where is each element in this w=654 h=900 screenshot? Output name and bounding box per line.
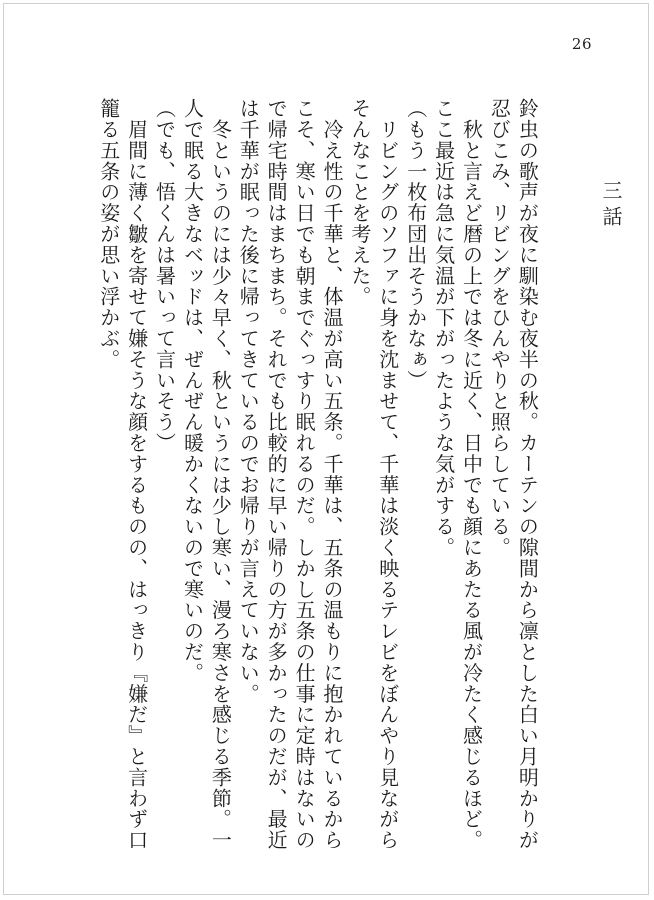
vertical-text-body bbox=[28, 98, 624, 858]
paragraph-2: 秋と言えど暦の上では冬に近く、日中でも顔にあたる風が冷たく感じるほど。ここ最近は急に気温が下がったような気がする。 bbox=[431, 98, 484, 851]
paragraph-7: （でも、悟くんは暑いって言いそう） bbox=[152, 98, 177, 454]
paragraph-4: リビングのソファに身を沈ませて、千華は淡く映るテレビをぼんやり見ながらそんなことを考えた。 bbox=[347, 98, 400, 851]
paragraph-5: 冷え性の千華と、体温が高い五条。千華は、五条の温もりに抱かれているからこそ、寒い日でも朝までぐっすり眠れるのだ。しかし五条の仕事に定時はないので帰宅時間はまちまち。それでも比較的に早い帰りの方が多かったのだが、最近は千華が眠った後に帰ってきているのでお帰りが言えていない。 bbox=[236, 98, 344, 851]
page-number: 26 bbox=[571, 35, 592, 53]
title-spacer bbox=[540, 98, 568, 858]
paragraph-1: 鈴虫の歌声が夜に馴染む夜半の秋。カーテンの隙間から凛とした白い月明かりが忍びこみ、リビングをひんやりと照らしている。 bbox=[487, 98, 540, 851]
book-page bbox=[3, 3, 649, 895]
chapter-title: 三話 bbox=[599, 180, 623, 232]
paragraph-3: （もう一枚布団出そうかなぁ） bbox=[403, 98, 428, 391]
paragraph-6: 冬というのには少々早く、秋というには少し寒い、漫ろ寒さを感じる季節。一人で眠る大きなベッドは、ぜんぜん暖かくないので寒いのだ。 bbox=[180, 98, 233, 851]
paragraph-8: 眉間に薄く皺を寄せて嫌そうな顔をするものの、はっきり『嫌だ』と言わず口籠る五条の姿が思い浮かぶ。 bbox=[96, 98, 149, 851]
